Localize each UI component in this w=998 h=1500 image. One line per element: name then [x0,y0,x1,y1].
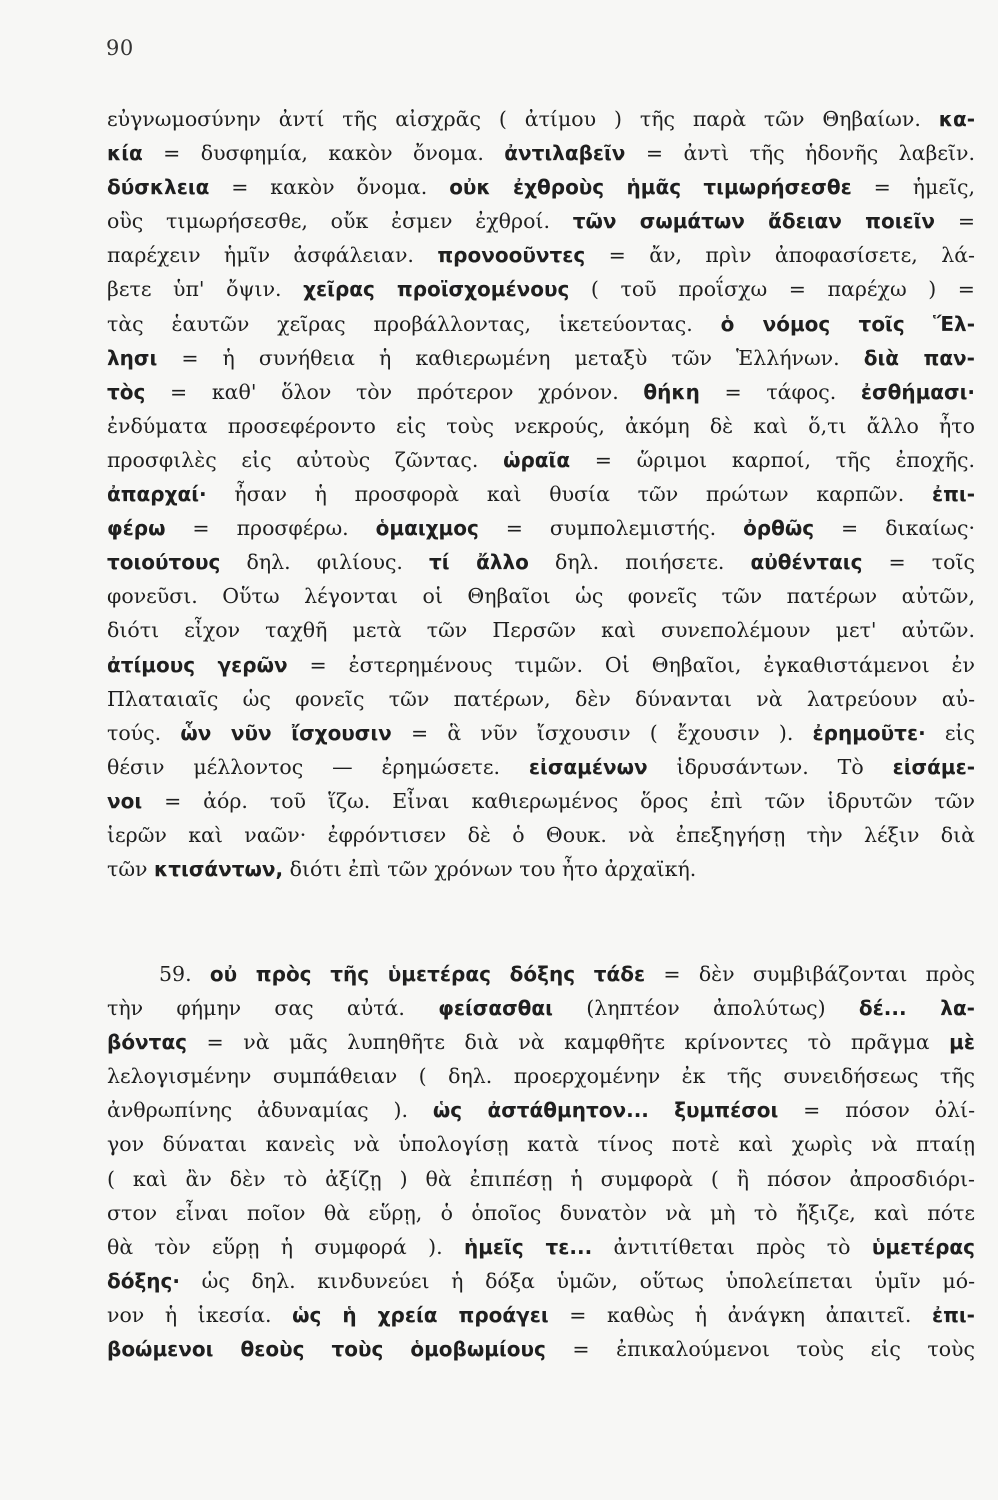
lemma: εἰσάμε- [892,754,976,779]
lemma: φείσασθαι [438,996,553,1021]
text-line: τὸς = καθ' ὅλον τὸν πρότερον χρόνον. θήκη = τάφος. ἐσθήμασι· [107,379,975,404]
text-line: θὰ τὸν εὕρῃ ἡ συμφορά ). ἡμεῖς τε... ἀντιτίθεται πρὸς τὸ ὑμετέρας [107,1234,975,1259]
lemma: τοιούτους [107,550,221,575]
lemma: εἰσαμένων [528,754,648,779]
commentary-section-a [107,102,975,886]
text-line: ( καὶ ἂν δὲν τὸ ἀξίζῃ ) θὰ ἐπιπέσῃ ἡ συμφορὰ ( ἢ πόσον ἀπροσδιόρι- [107,1166,975,1191]
text-line: ἀτίμους γερῶν = ἐστερημένους τιμῶν. Οἱ Θηβαῖοι, ἐγκαθιστάμενοι ἐν [107,652,976,677]
text-line: τούς. ὧν νῦν ἴσχουσιν = ἃ νῦν ἴσχουσιν ( ἔχουσιν ). ἐρημοῦτε· εἰς [107,720,975,745]
lemma: ὁμαιχμος [375,516,479,541]
lemma: κτισάντων, [154,857,284,882]
text-line: νοι = ἀόρ. τοῦ ἵζω. Εἶναι καθιερωμένος ὅρος ἐπὶ τῶν ἱδρυτῶν τῶν [107,788,975,813]
text-line: νον ἡ ἱκεσία. ὡς ἡ χρεία προάγει = καθὼς ἡ ἀνάγκη ἀπαιτεῖ. ἐπι- [107,1302,975,1327]
commentary-section-59 [107,957,975,1366]
text-line: λησι = ἡ συνήθεια ἡ καθιερωμένη μεταξὺ τῶν Ἑλλήνων. διὰ παν- [107,345,975,370]
lemma: ἀπαρχαί· [107,482,207,507]
text-line: τῶν κτισάντων, διότι ἐπὶ τῶν χρόνων του ἦτο ἀρχαϊκή. [107,857,697,882]
text-line: γον δύναται κανεὶς νὰ ὑπολογίσῃ κατὰ τίνος ποτὲ καὶ χωρὶς νὰ πταίῃ [107,1132,975,1157]
text-line: οὓς τιμωρήσεσθε, οὔκ ἐσμεν ἐχθροί. τῶν σωμάτων ἄδειαν ποιεῖν = [107,209,976,234]
lemma: τί ἄλλο [429,550,529,575]
lemma: τῶν σωμάτων ἄδειαν ποιεῖν [572,209,936,234]
lemma: ἐρημοῦτε· [812,720,926,745]
text-line: ἱερῶν καὶ ναῶν· ἐφρόντισεν δὲ ὁ Θουκ. νὰ ἐπεξηγήσῃ τὴν λέξιν διὰ [107,822,975,847]
text-line: προσφιλὲς εἰς αὐτοὺς ζῶντας. ὡραῖα = ὥριμοι καρποί, τῆς ἐποχῆς. [107,447,975,472]
text-line: θέσιν μέλλοντος — ἐρημώσετε. εἰσαμένων ἱδρυσάντων. Τὸ εἰσάμε- [107,754,976,779]
lemma: ἐπι- [931,482,975,507]
lemma: ὡς ἡ χρεία προάγει [292,1302,549,1327]
text-line: δύσκλεια = κακὸν ὄνομα. οὐκ ἐχθροὺς ἡμᾶς τιμωρήσεσθε = ἡμεῖς, [107,175,975,200]
lemma: δύσκλεια [107,175,210,200]
lemma: ἐπι- [931,1302,975,1327]
lemma: οὐ πρὸς τῆς ὑμετέρας δόξης τάδε [209,962,646,986]
text-line: 59. οὐ πρὸς τῆς ὑμετέρας δόξης τάδε = δὲν συμβιβάζονται πρὸς [159,962,975,986]
text-line: διότι εἶχον ταχθῆ μετὰ τῶν Περσῶν καὶ συνεπολέμουν μετ' αὐτῶν. [107,618,975,643]
lemma: βοώμενοι θεοὺς τοὺς ὁμοβωμίους [107,1337,546,1362]
lemma: ἡμεῖς τε... [463,1234,593,1259]
text-line: βοώμενοι θεοὺς τοὺς ὁμοβωμίους = ἐπικαλούμενοι τοὺς εἰς τοὺς [107,1337,975,1362]
lemma: ὡραῖα [503,447,571,472]
text-line: ἐνδύματα προσεφέροντο εἰς τοὺς νεκρούς, ἀκόμη δὲ καὶ ὅ,τι ἄλλο ἦτο [107,413,975,438]
lemma: αὐθένταις [750,550,863,575]
lemma: ὑμετέρας [871,1234,975,1259]
text-line: τοιούτους δηλ. φιλίους. τί ἄλλο δηλ. ποιήσετε. αὐθένταις = τοῖς [107,550,976,575]
text-line: κία = δυσφημία, κακὸν ὄνομα. ἀντιλαβεῖν = ἀντὶ τῆς ἡδονῆς λαβεῖν. [107,141,975,166]
lemma: ὁ νόμος τοῖς Ἕλ- [720,311,975,336]
lemma: δόξης· [107,1268,180,1293]
text-line: εὐγνωμοσύνην ἀντί τῆς αἰσχρᾶς ( ἀτίμου ) τῆς παρὰ τῶν Θηβαίων. κα- [107,107,975,131]
lemma: ἐσθήμασι· [860,379,975,404]
text-line: λελογισμένην συμπάθειαν ( δηλ. προερχομένην ἐκ τῆς συνειδήσεως τῆς [107,1064,975,1089]
text-line: βετε ὑπ' ὄψιν. χεῖρας προϊσχομένους ( τοῦ προΐσχω = παρέχω ) = [107,277,975,302]
text-line: Πλαταιαῖς ὡς φονεῖς τῶν πατέρων, δὲν δύνανται νὰ λατρεύουν αὐ- [107,686,975,711]
lemma: ὧν νῦν ἴσχουσιν [180,720,392,745]
lemma: ἀτίμους γερῶν [107,652,288,677]
text-line: παρέχειν ἡμῖν ἀσφάλειαν. προνοοῦντες = ἄν, πρὶν ἀποφασίσετε, λά- [107,243,975,268]
lemma: τὸς [107,379,146,404]
lemma: λησι [107,345,158,370]
text-line: στον εἶναι ποῖον θὰ εὕρῃ, ὁ ὁποῖος δυνατὸν νὰ μὴ τὸ ἤξιζε, καὶ πότε [107,1200,975,1225]
lemma: κα- [938,107,975,131]
text-line: βόντας = νὰ μᾶς λυπηθῆτε διὰ νὰ καμφθῆτε κρίνοντες τὸ πρᾶγμα μὲ [107,1030,975,1055]
lemma: μὲ [949,1030,975,1055]
lemma: βόντας [107,1030,188,1055]
lemma: χεῖρας προϊσχομένους [303,277,570,302]
lemma: κία [107,141,143,166]
text-line: τὴν φήμην σας αὐτά. φείσασθαι (ληπτέον ἀπολύτως) δέ... λα- [107,996,975,1021]
lemma: διὰ παν- [863,345,975,370]
text-line: ἀπαρχαί· ἦσαν ἡ προσφορὰ καὶ θυσία τῶν πρώτων καρπῶν. ἐπι- [107,482,975,507]
lemma: ὡς ἀστάθμητον... ξυμπέσοι [432,1098,779,1123]
lemma: προνοοῦντες [437,243,586,268]
lemma: νοι [107,788,143,813]
lemma: ὀρθῶς [743,516,815,541]
text-line: φέρω = προσφέρω. ὁμαιχμος = συμπολεμιστής. ὀρθῶς = δικαίως· [107,516,975,541]
lemma: οὐκ ἐχθροὺς ἡμᾶς τιμωρήσεσθε [449,175,852,200]
lemma: δέ... λα- [858,996,975,1021]
text-line: ἀνθρωπίνης ἀδυναμίας ). ὡς ἀστάθμητον... ξυμπέσοι = πόσον ὀλί- [107,1098,975,1123]
lemma: θήκη [643,379,700,404]
text-line: τὰς ἑαυτῶν χεῖρας προβάλλοντας, ἱκετεύοντας. ὁ νόμος τοῖς Ἕλ- [107,311,975,336]
page-number: 90 [106,36,134,60]
text-line: δόξης· ὡς δηλ. κινδυνεύει ἡ δόξα ὑμῶν, οὕτως ὑπολείπεται ὑμῖν μό- [107,1268,975,1293]
lemma: ἀντιλαβεῖν [504,141,626,166]
text-line: φονεῦσι. Οὕτω λέγονται οἱ Θηβαῖοι ὡς φονεῖς τῶν πατέρων αὐτῶν, [107,584,975,609]
lemma: φέρω [107,516,166,541]
